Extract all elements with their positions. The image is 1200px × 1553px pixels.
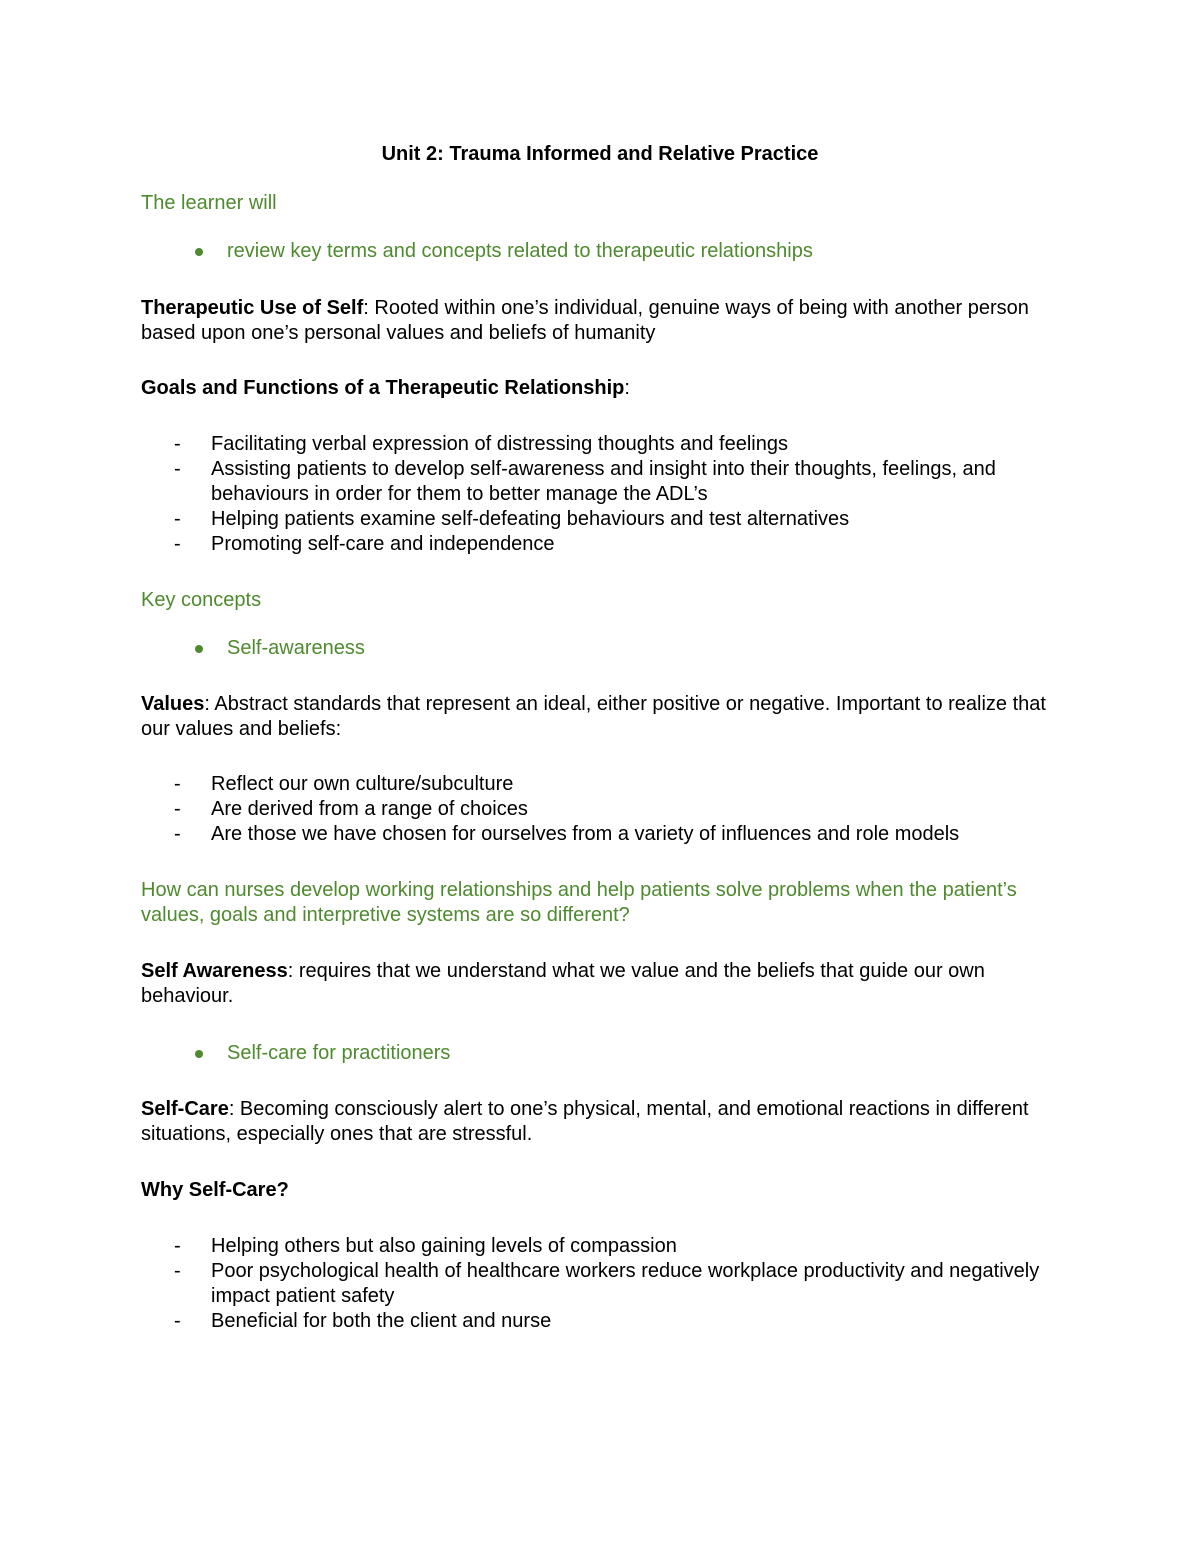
goals-heading-colon: : bbox=[624, 377, 630, 399]
self-awareness-bullet-text: Self-awareness bbox=[227, 637, 365, 659]
list-item bbox=[141, 1259, 1061, 1309]
bullet-dot-icon bbox=[195, 248, 203, 256]
dash-marker: - bbox=[174, 773, 181, 795]
bullet-dot-icon bbox=[195, 645, 203, 653]
list-item-text: Helping patients examine self-defeating behaviours and test alternatives bbox=[211, 508, 850, 530]
list-item-text: Promoting self-care and independence bbox=[211, 533, 555, 555]
key-concepts-heading: Key concepts bbox=[141, 589, 262, 611]
bullet-dot-icon bbox=[195, 1050, 203, 1058]
list-item-text: Poor psychological health of healthcare workers reduce workplace productivity and negatively impact patient safety bbox=[211, 1260, 1040, 1307]
learner-intro: The learner will bbox=[141, 192, 277, 214]
values-list bbox=[141, 772, 1061, 847]
list-item bbox=[141, 457, 1061, 507]
self-awareness-definition: : requires that we understand what we value and the beliefs that guide our own behaviour. bbox=[141, 960, 985, 1007]
values-term: Values bbox=[141, 693, 205, 715]
self-care-definition: : Becoming consciously alert to one’s physical, mental, and emotional reactions in different situations, especially ones that are stressful. bbox=[141, 1098, 1029, 1145]
list-item bbox=[141, 772, 1061, 797]
list-item-text: Are derived from a range of choices bbox=[211, 798, 528, 820]
values-paragraph bbox=[141, 692, 1061, 742]
self-awareness-paragraph bbox=[141, 959, 1061, 1009]
values-definition: : Abstract standards that represent an ideal, either positive or negative. Important to realize that our values and beliefs: bbox=[141, 693, 1046, 740]
list-item bbox=[141, 507, 1061, 532]
self-care-bullet-text: Self-care for practitioners bbox=[227, 1042, 451, 1064]
learner-bullet-text: review key terms and concepts related to therapeutic relationships bbox=[227, 240, 813, 262]
list-item bbox=[141, 1309, 1061, 1334]
list-item bbox=[141, 432, 1061, 457]
why-self-care-heading: Why Self-Care? bbox=[141, 1179, 289, 1201]
dash-marker: - bbox=[174, 823, 181, 845]
list-item-text: Beneficial for both the client and nurse bbox=[211, 1310, 552, 1332]
list-item-text: Reflect our own culture/subculture bbox=[211, 773, 514, 795]
dash-marker: - bbox=[174, 458, 181, 480]
why-self-care-list bbox=[141, 1234, 1061, 1334]
goals-heading bbox=[141, 376, 1061, 401]
dash-marker: - bbox=[174, 508, 181, 530]
goals-list bbox=[141, 432, 1061, 557]
dash-marker: - bbox=[174, 1235, 181, 1257]
dash-marker: - bbox=[174, 798, 181, 820]
self-awareness-term: Self Awareness bbox=[141, 960, 288, 982]
therapeutic-use-paragraph bbox=[141, 296, 1061, 346]
list-item bbox=[141, 822, 1061, 847]
list-item-text: Helping others but also gaining levels of compassion bbox=[211, 1235, 677, 1257]
dash-marker: - bbox=[174, 533, 181, 555]
dash-marker: - bbox=[174, 1310, 181, 1332]
list-item-text: Facilitating verbal expression of distressing thoughts and feelings bbox=[211, 433, 788, 455]
question-paragraph: How can nurses develop working relationships and help patients solve problems when the patient’s values, goals and interpretive systems are so different? bbox=[141, 879, 1017, 926]
list-item-text: Are those we have chosen for ourselves from a variety of influences and role models bbox=[211, 823, 960, 845]
therapeutic-use-term: Therapeutic Use of Self bbox=[141, 297, 364, 319]
dash-marker: - bbox=[174, 433, 181, 455]
goals-heading-text: Goals and Functions of a Therapeutic Relationship bbox=[141, 377, 625, 399]
list-item bbox=[141, 797, 1061, 822]
page-title: Unit 2: Trauma Informed and Relative Practice bbox=[381, 143, 819, 165]
self-care-paragraph bbox=[141, 1097, 1061, 1147]
therapeutic-use-definition: : Rooted within one’s individual, genuine ways of being with another person based upon one’s personal values and beliefs of humanity bbox=[141, 297, 1029, 344]
dash-marker: - bbox=[174, 1260, 181, 1282]
self-care-term: Self-Care bbox=[141, 1098, 229, 1120]
list-item bbox=[141, 1234, 1061, 1259]
list-item bbox=[141, 532, 1061, 557]
list-item-text: Assisting patients to develop self-awareness and insight into their thoughts, feelings, and behaviours in order for them to better manage the ADL’s bbox=[211, 458, 996, 505]
